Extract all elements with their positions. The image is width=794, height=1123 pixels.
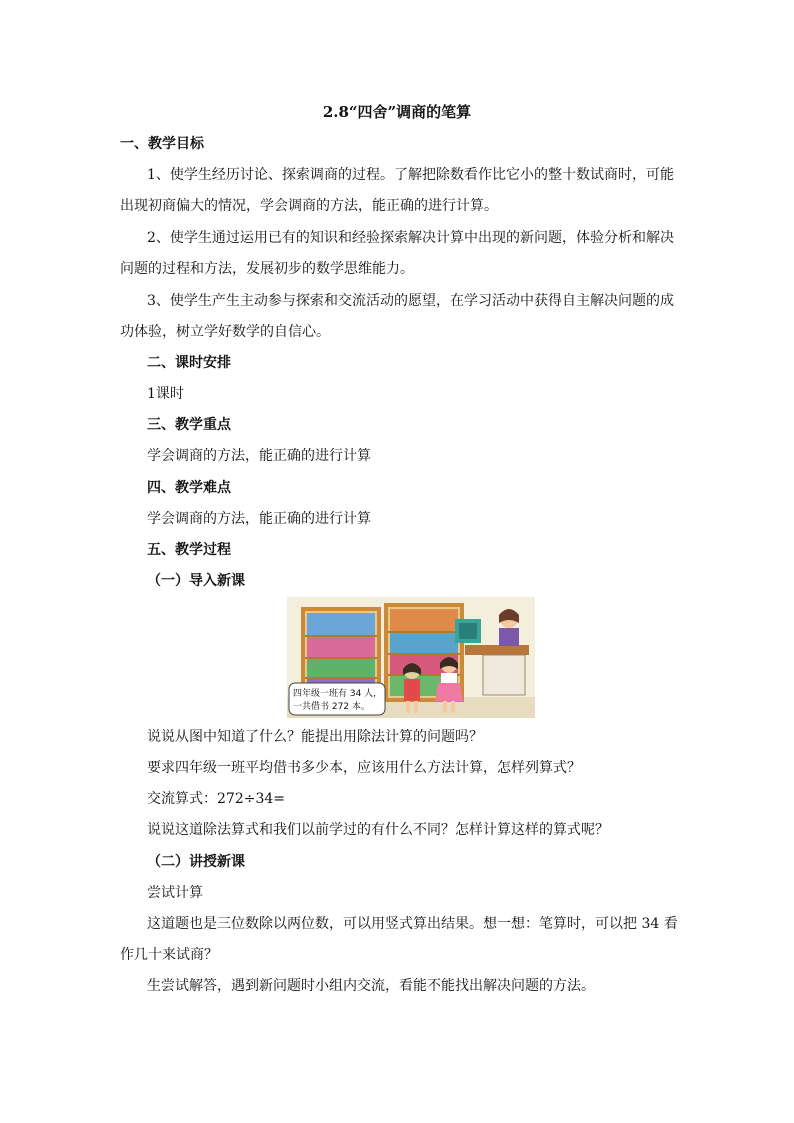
section-heading-key-points: 三、教学重点 (147, 417, 231, 433)
figure-caption-line-2: 一共借书 272 本。 (293, 702, 370, 712)
paragraph-line: 要求四年级一班平均借书多少本，应该用什么方法计算，怎样列算式？ (147, 760, 581, 776)
paragraph-line: 尝试计算 (147, 885, 203, 901)
section-heading-objectives: 一、教学目标 (120, 136, 204, 152)
paragraph-line: 作几十来试商？ (120, 947, 218, 963)
paragraph-line: 出现初商偏大的情况，学会调商的方法，能正确的进行计算。 (120, 198, 498, 214)
paragraph-line: 说说这道除法算式和我们以前学过的有什么不同？怎样计算这样的算式呢？ (147, 822, 609, 838)
subsection-heading-intro: （一）导入新课 (147, 573, 245, 589)
paragraph-line: 1、使学生经历讨论、探索调商的过程。了解把除数看作比它小的整十数试商时，可能 (147, 167, 674, 183)
section-heading-schedule: 二、课时安排 (147, 355, 231, 371)
section-heading-process: 五、教学过程 (147, 542, 231, 558)
paragraph-line: 功体验，树立学好数学的自信心。 (120, 324, 330, 340)
library-illustration (287, 597, 535, 718)
paragraph-line: 3、使学生产生主动参与探索和交流活动的愿望，在学习活动中获得自主解决问题的成 (147, 293, 674, 309)
paragraph-line: 学会调商的方法，能正确的进行计算 (147, 448, 371, 464)
page-title: 2.8“四舍”调商的笔算 (322, 103, 472, 121)
section-heading-difficulties: 四、教学难点 (147, 480, 231, 496)
subsection-heading-new-lesson: （二）讲授新课 (147, 854, 245, 870)
paragraph-line: 说说从图中知道了什么？能提出用除法计算的问题吗？ (147, 729, 483, 745)
paragraph-line: 1课时 (147, 386, 184, 402)
paragraph-line: 问题的过程和方法，发展初步的数学思维能力。 (120, 261, 414, 277)
figure-caption-line-1: 四年级一班有 34 人， (293, 689, 383, 699)
paragraph-line: 2、使学生通过运用已有的知识和经验探索解决计算中出现的新问题，体验分析和解决 (147, 230, 674, 246)
paragraph-line: 交流算式：272÷34= (147, 791, 285, 807)
paragraph-line: 这道题也是三位数除以两位数，可以用竖式算出结果。想一想：笔算时，可以把 34 看 (147, 916, 678, 932)
paragraph-line: 学会调商的方法，能正确的进行计算 (147, 511, 371, 527)
library-scene-image (287, 597, 535, 718)
paragraph-line: 生尝试解答，遇到新问题时小组内交流，看能不能找出解决问题的方法。 (147, 978, 595, 994)
